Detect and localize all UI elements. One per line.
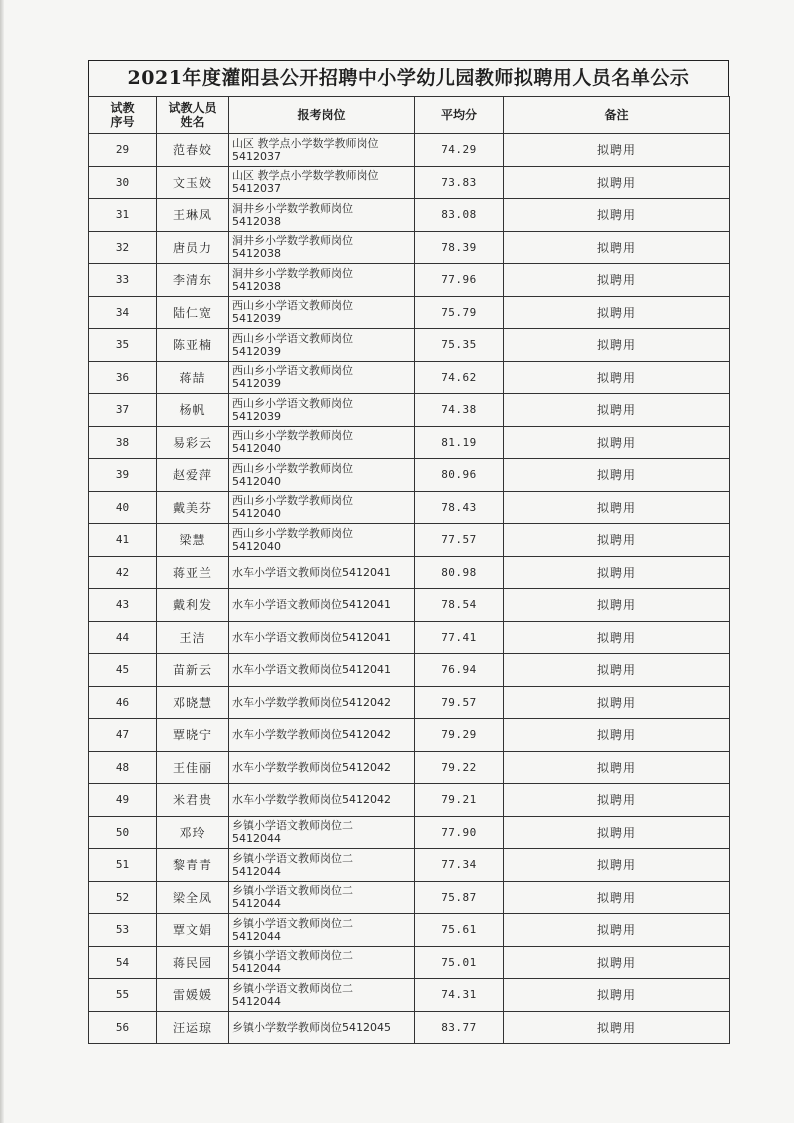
- row-name: 苗新云: [157, 654, 229, 687]
- table-header-row: [89, 97, 730, 134]
- row-name: 文玉姣: [157, 166, 229, 199]
- row-remark: 拟聘用: [504, 589, 730, 622]
- table-row: [89, 719, 730, 752]
- row-remark: 拟聘用: [504, 394, 730, 427]
- row-score: 79.57: [415, 686, 504, 719]
- row-name: 梁全凤: [157, 881, 229, 914]
- row-name: 邓晓慧: [157, 686, 229, 719]
- row-post: 乡镇小学语文教师岗位二 5412044: [229, 881, 415, 914]
- row-name: 覃文娟: [157, 914, 229, 947]
- row-score: 78.54: [415, 589, 504, 622]
- announcement-document: [88, 60, 729, 1044]
- row-remark: 拟聘用: [504, 459, 730, 492]
- row-score: 75.87: [415, 881, 504, 914]
- table-row: [89, 946, 730, 979]
- row-seq: 50: [89, 816, 157, 849]
- row-post: 西山乡小学语文教师岗位 5412039: [229, 329, 415, 362]
- candidate-table: [88, 96, 730, 1044]
- table-row: [89, 914, 730, 947]
- table-row: [89, 426, 730, 459]
- table-row: [89, 881, 730, 914]
- header-score: 平均分: [415, 97, 504, 134]
- row-post: 水车小学数学教师岗位5412042: [229, 719, 415, 752]
- row-seq: 55: [89, 979, 157, 1012]
- table-row: [89, 264, 730, 297]
- row-seq: 49: [89, 784, 157, 817]
- row-seq: 46: [89, 686, 157, 719]
- table-row: [89, 199, 730, 232]
- row-post: 乡镇小学数学教师岗位5412045: [229, 1011, 415, 1044]
- row-score: 73.83: [415, 166, 504, 199]
- table-row: [89, 654, 730, 687]
- row-seq: 54: [89, 946, 157, 979]
- row-score: 83.08: [415, 199, 504, 232]
- row-name: 杨帆: [157, 394, 229, 427]
- row-score: 74.38: [415, 394, 504, 427]
- row-name: 黎青青: [157, 849, 229, 882]
- row-seq: 40: [89, 491, 157, 524]
- row-remark: 拟聘用: [504, 1011, 730, 1044]
- row-seq: 43: [89, 589, 157, 622]
- table-row: [89, 524, 730, 557]
- row-post: 乡镇小学语文教师岗位二 5412044: [229, 914, 415, 947]
- row-remark: 拟聘用: [504, 329, 730, 362]
- row-seq: 52: [89, 881, 157, 914]
- row-seq: 33: [89, 264, 157, 297]
- row-remark: 拟聘用: [504, 621, 730, 654]
- row-name: 戴美芬: [157, 491, 229, 524]
- row-post: 水车小学语文教师岗位5412041: [229, 556, 415, 589]
- table-row: [89, 459, 730, 492]
- row-name: 唐员力: [157, 231, 229, 264]
- row-remark: 拟聘用: [504, 524, 730, 557]
- row-score: 78.43: [415, 491, 504, 524]
- row-score: 76.94: [415, 654, 504, 687]
- row-post: 水车小学数学教师岗位5412042: [229, 751, 415, 784]
- row-post: 乡镇小学语文教师岗位二 5412044: [229, 946, 415, 979]
- row-name: 蒋民园: [157, 946, 229, 979]
- row-seq: 42: [89, 556, 157, 589]
- row-name: 陈亚楠: [157, 329, 229, 362]
- row-name: 易彩云: [157, 426, 229, 459]
- row-remark: 拟聘用: [504, 816, 730, 849]
- row-remark: 拟聘用: [504, 134, 730, 167]
- header-seq: 试教 序号: [89, 97, 157, 134]
- header-name: 试教人员 姓名: [157, 97, 229, 134]
- row-post: 西山乡小学数学教师岗位 5412040: [229, 459, 415, 492]
- row-seq: 29: [89, 134, 157, 167]
- row-score: 77.57: [415, 524, 504, 557]
- row-seq: 47: [89, 719, 157, 752]
- row-score: 75.61: [415, 914, 504, 947]
- table-body: [89, 134, 730, 1044]
- row-post: 西山乡小学语文教师岗位 5412039: [229, 394, 415, 427]
- row-name: 邓玲: [157, 816, 229, 849]
- table-row: [89, 751, 730, 784]
- row-score: 77.41: [415, 621, 504, 654]
- row-score: 74.29: [415, 134, 504, 167]
- row-name: 米君贵: [157, 784, 229, 817]
- row-name: 李清东: [157, 264, 229, 297]
- row-seq: 44: [89, 621, 157, 654]
- header-post: 报考岗位: [229, 97, 415, 134]
- row-post: 乡镇小学语文教师岗位二 5412044: [229, 849, 415, 882]
- row-post: 水车小学数学教师岗位5412042: [229, 784, 415, 817]
- row-name: 蒋亚兰: [157, 556, 229, 589]
- table-row: [89, 621, 730, 654]
- row-score: 78.39: [415, 231, 504, 264]
- row-post: 洞井乡小学数学教师岗位 5412038: [229, 264, 415, 297]
- table-row: [89, 329, 730, 362]
- table-row: [89, 784, 730, 817]
- scan-edge: [0, 0, 4, 1123]
- row-remark: 拟聘用: [504, 881, 730, 914]
- row-post: 西山乡小学语文教师岗位 5412039: [229, 296, 415, 329]
- row-remark: 拟聘用: [504, 946, 730, 979]
- row-name: 戴利发: [157, 589, 229, 622]
- table-row: [89, 686, 730, 719]
- row-remark: 拟聘用: [504, 849, 730, 882]
- row-post: 水车小学数学教师岗位5412042: [229, 686, 415, 719]
- row-post: 西山乡小学数学教师岗位 5412040: [229, 491, 415, 524]
- row-remark: 拟聘用: [504, 556, 730, 589]
- row-score: 74.62: [415, 361, 504, 394]
- row-name: 王琳凤: [157, 199, 229, 232]
- row-score: 75.79: [415, 296, 504, 329]
- row-score: 77.90: [415, 816, 504, 849]
- row-remark: 拟聘用: [504, 686, 730, 719]
- row-post: 西山乡小学语文教师岗位 5412039: [229, 361, 415, 394]
- row-remark: 拟聘用: [504, 784, 730, 817]
- row-name: 梁慧: [157, 524, 229, 557]
- row-score: 83.77: [415, 1011, 504, 1044]
- row-seq: 48: [89, 751, 157, 784]
- row-score: 79.22: [415, 751, 504, 784]
- table-row: [89, 1011, 730, 1044]
- row-name: 覃晓宁: [157, 719, 229, 752]
- row-seq: 53: [89, 914, 157, 947]
- table-row: [89, 231, 730, 264]
- row-post: 洞井乡小学数学教师岗位 5412038: [229, 231, 415, 264]
- row-remark: 拟聘用: [504, 426, 730, 459]
- row-remark: 拟聘用: [504, 231, 730, 264]
- table-row: [89, 816, 730, 849]
- row-seq: 37: [89, 394, 157, 427]
- row-score: 79.21: [415, 784, 504, 817]
- row-score: 81.19: [415, 426, 504, 459]
- row-remark: 拟聘用: [504, 491, 730, 524]
- row-name: 范春姣: [157, 134, 229, 167]
- row-score: 75.35: [415, 329, 504, 362]
- row-seq: 32: [89, 231, 157, 264]
- row-name: 王佳丽: [157, 751, 229, 784]
- row-score: 77.34: [415, 849, 504, 882]
- document-title: 2021年度灌阳县公开招聘中小学幼儿园教师拟聘用人员名单公示: [88, 60, 729, 96]
- row-seq: 38: [89, 426, 157, 459]
- table-row: [89, 296, 730, 329]
- row-name: 雷媛媛: [157, 979, 229, 1012]
- row-post: 水车小学语文教师岗位5412041: [229, 654, 415, 687]
- row-post: 乡镇小学语文教师岗位二 5412044: [229, 979, 415, 1012]
- row-score: 79.29: [415, 719, 504, 752]
- row-name: 陆仁宽: [157, 296, 229, 329]
- row-score: 75.01: [415, 946, 504, 979]
- header-remark: 备注: [504, 97, 730, 134]
- row-remark: 拟聘用: [504, 166, 730, 199]
- row-name: 赵爱萍: [157, 459, 229, 492]
- row-post: 水车小学语文教师岗位5412041: [229, 589, 415, 622]
- table-row: [89, 556, 730, 589]
- row-seq: 45: [89, 654, 157, 687]
- table-row: [89, 589, 730, 622]
- row-post: 山区 教学点小学数学教师岗位 5412037: [229, 134, 415, 167]
- row-score: 74.31: [415, 979, 504, 1012]
- row-seq: 34: [89, 296, 157, 329]
- row-score: 80.96: [415, 459, 504, 492]
- row-seq: 30: [89, 166, 157, 199]
- row-remark: 拟聘用: [504, 199, 730, 232]
- row-remark: 拟聘用: [504, 296, 730, 329]
- row-remark: 拟聘用: [504, 361, 730, 394]
- row-name: 王洁: [157, 621, 229, 654]
- table-row: [89, 979, 730, 1012]
- row-seq: 31: [89, 199, 157, 232]
- row-remark: 拟聘用: [504, 979, 730, 1012]
- row-seq: 51: [89, 849, 157, 882]
- row-seq: 35: [89, 329, 157, 362]
- table-row: [89, 134, 730, 167]
- row-post: 西山乡小学数学教师岗位 5412040: [229, 524, 415, 557]
- row-seq: 39: [89, 459, 157, 492]
- row-name: 蒋喆: [157, 361, 229, 394]
- table-row: [89, 491, 730, 524]
- row-post: 西山乡小学数学教师岗位 5412040: [229, 426, 415, 459]
- row-remark: 拟聘用: [504, 654, 730, 687]
- row-post: 乡镇小学语文教师岗位二 5412044: [229, 816, 415, 849]
- row-seq: 41: [89, 524, 157, 557]
- row-seq: 56: [89, 1011, 157, 1044]
- row-remark: 拟聘用: [504, 719, 730, 752]
- row-post: 水车小学语文教师岗位5412041: [229, 621, 415, 654]
- table-row: [89, 394, 730, 427]
- row-remark: 拟聘用: [504, 914, 730, 947]
- table-row: [89, 166, 730, 199]
- row-post: 洞井乡小学数学教师岗位 5412038: [229, 199, 415, 232]
- row-score: 77.96: [415, 264, 504, 297]
- table-row: [89, 361, 730, 394]
- table-row: [89, 849, 730, 882]
- row-name: 汪运琼: [157, 1011, 229, 1044]
- row-post: 山区 教学点小学数学教师岗位 5412037: [229, 166, 415, 199]
- row-remark: 拟聘用: [504, 751, 730, 784]
- row-remark: 拟聘用: [504, 264, 730, 297]
- row-score: 80.98: [415, 556, 504, 589]
- row-seq: 36: [89, 361, 157, 394]
